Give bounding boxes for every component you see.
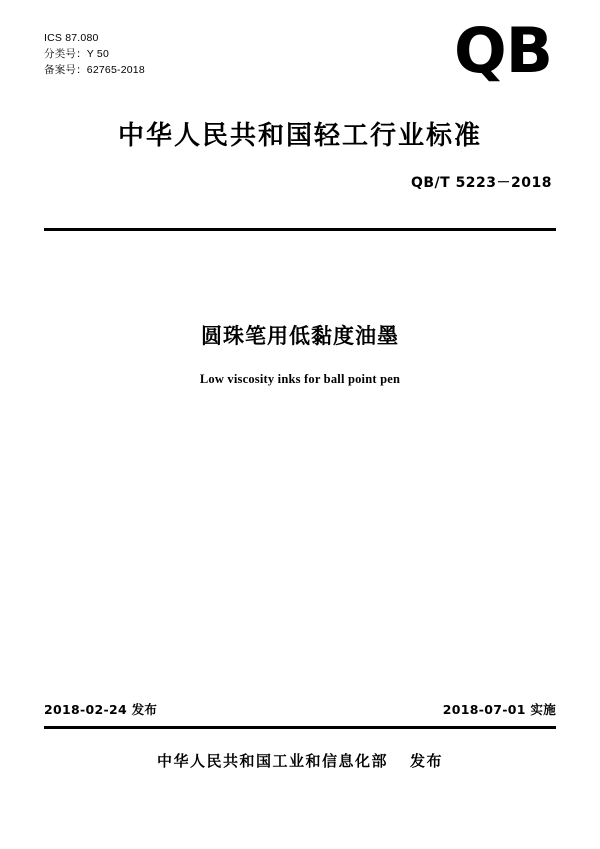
qb-logo: QB <box>454 14 552 87</box>
footer-divider <box>44 726 556 729</box>
issuer-name: 中华人民共和国工业和信息化部 <box>156 752 388 770</box>
document-title-chinese: 圆珠笔用低黏度油墨 <box>201 324 399 348</box>
document-title-english: Low viscosity inks for ball point pen <box>199 372 401 386</box>
identification-block <box>44 30 145 78</box>
ics-code: ICS 87.080 <box>44 32 99 44</box>
page-title: 中华人民共和国轻工行业标准 <box>117 121 482 151</box>
issuer-verb: 发布 <box>410 752 444 770</box>
record-number: 备案号：62765-2018 <box>44 64 145 76</box>
effective-date: 2018-07-01 实施 <box>442 702 556 717</box>
standard-number: QB/T 5223－2018 <box>410 175 552 191</box>
classification-code: 分类号：Y 50 <box>44 48 110 60</box>
issue-date: 2018-02-24 发布 <box>44 702 158 717</box>
dates-row <box>44 700 556 718</box>
header-divider <box>44 228 556 231</box>
issuer-block <box>0 750 600 771</box>
